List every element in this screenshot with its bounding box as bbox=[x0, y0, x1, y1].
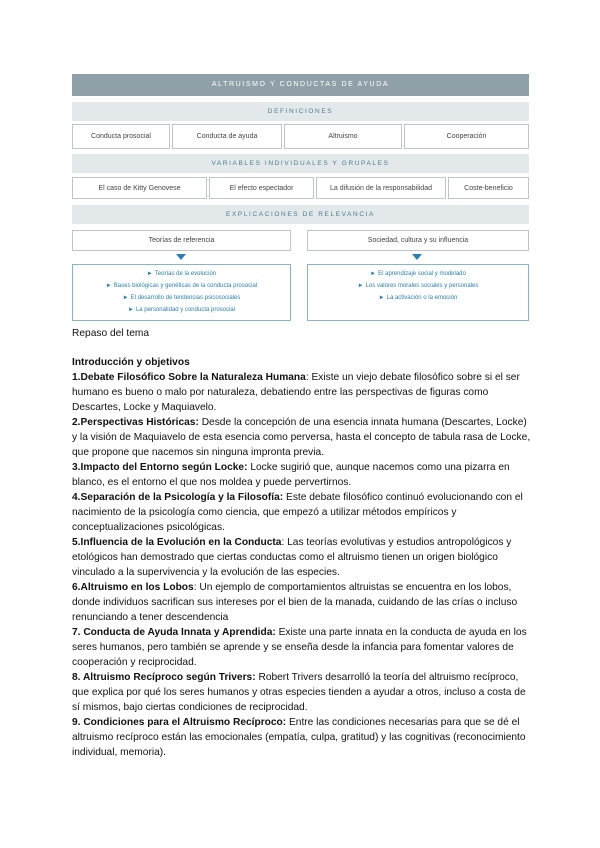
point-paragraph: 6.Altruismo en los Lobos: Un ejemplo de comportamientos altruistas se encuentra en los lobos, donde individuos sacrifican sus intereses por el bien de la manada, cuidando de las crías o incluso renunciando a tener descendencia bbox=[72, 582, 518, 623]
down-arrow-icon bbox=[176, 254, 186, 260]
point-paragraph: 5.Influencia de la Evolución en la Conducta: Las teorías evolutivas y estudios antropológicos y etológicos han demostrado que ciertas conductas como el altruismo tienen un origen biológico vinculado a la supervivencia y la evolución de las especies. bbox=[72, 537, 512, 578]
bullet-icon: ► bbox=[370, 271, 377, 277]
down-arrow-icon bbox=[412, 254, 422, 260]
bullet-icon: ► bbox=[127, 307, 134, 313]
teorias-item: ► Teorías de la evolución bbox=[146, 271, 217, 277]
explicaciones-header: EXPLICACIONES DE RELEVANCIA bbox=[72, 205, 529, 224]
sociedad-item: ► El aprendizaje social y modelado bbox=[370, 271, 466, 277]
section-heading: Introducción y objetivos bbox=[72, 357, 190, 368]
bullet-icon: ► bbox=[122, 295, 129, 301]
teorias-title-box: Teorías de referencia bbox=[72, 230, 291, 251]
sociedad-item: ► Los valores morales sociales y personales bbox=[357, 283, 479, 289]
point-paragraph: 1.Debate Filosófico Sobre la Naturaleza Humana: Existe un viejo debate filosófico sobre si el ser humano es bueno o malo por naturaleza, debatiendo entre las perspectivas de figuras como Descartes, Locke y Maquiavelo. bbox=[72, 372, 520, 413]
sociedad-item: ► La activación o la emoción bbox=[378, 295, 458, 301]
definicion-cell: Conducta de ayuda bbox=[172, 124, 282, 149]
concept-diagram bbox=[72, 74, 529, 321]
point-paragraph: 8. Altruismo Recíproco según Trivers: Robert Trivers desarrolló la teoría del altruismo recíproco, que explica por qué los seres humanos y otras especies tienden a ayudar a otros, incluso a costa de sí mismos, bajo ciertas condiciones de reciprocidad. bbox=[72, 672, 526, 713]
variable-cell: El efecto espectador bbox=[209, 177, 314, 199]
point-paragraph: 7. Conducta de Ayuda Innata y Aprendida: Existe una parte innata en la conducta de ayuda en los seres humanos, pero también se aprende y se enseña desde la infancia para fomentar valores de cooperación y reciprocidad. bbox=[72, 627, 527, 668]
sociedad-list bbox=[307, 264, 529, 321]
document-body bbox=[72, 355, 532, 760]
point-paragraph: 2.Perspectivas Históricas: Desde la concepción de una esencia innata humana (Descartes, Locke) y la visión de Maquiavelo de esta esencia como perversa, hasta el concepto de tabula rasa de Locke, que propone que nacemos sin ninguna impronta previa. bbox=[72, 417, 531, 458]
definiciones-header: DEFINICIONES bbox=[72, 102, 529, 121]
definicion-cell: Altruismo bbox=[284, 124, 402, 149]
bullet-icon: ► bbox=[357, 283, 364, 289]
teorias-list bbox=[72, 264, 291, 321]
point-paragraph: 4.Separación de la Psicología y la Filosofía: Este debate filosófico continuó evolucionando con el nacimiento de la psicología como ciencia, que empezó a utilizar métodos empíricos y conceptualizaciones psicológicas. bbox=[72, 492, 523, 533]
teorias-item: ► El desarrollo de tendencias psicosociales bbox=[122, 295, 241, 301]
diagram-title: ALTRUISMO Y CONDUCTAS DE AYUDA bbox=[72, 74, 529, 96]
bullet-icon: ► bbox=[378, 295, 385, 301]
sociedad-title-box: Sociedad, cultura y su influencia bbox=[307, 230, 529, 251]
teorias-item: ► La personalidad y conducta prosocial bbox=[127, 307, 236, 313]
variable-cell: Coste-beneficio bbox=[448, 177, 529, 199]
point-paragraph: 3.Impacto del Entorno según Locke: Locke sugirió que, aunque nacemos como una pizarra en blanco, es el entorno el que nos moldea y puede pervertirnos. bbox=[72, 462, 510, 488]
teorias-item: ► Bases biológicas y genéticas de la conducta prosocial bbox=[105, 283, 258, 289]
definicion-cell: Conducta prosocial bbox=[72, 124, 170, 149]
definicion-cell: Cooperación bbox=[404, 124, 529, 149]
variable-cell: La difusión de la responsabilidad bbox=[316, 177, 446, 199]
document-caption: Repaso del tema bbox=[72, 328, 150, 339]
variables-header: VARIABLES INDIVIDUALES Y GRUPALES bbox=[72, 154, 529, 173]
bullet-icon: ► bbox=[146, 271, 153, 277]
variable-cell: El caso de Kitty Genovese bbox=[72, 177, 207, 199]
bullet-icon: ► bbox=[105, 283, 112, 289]
point-paragraph: 9. Condiciones para el Altruismo Recíproco: Entre las condiciones necesarias para que se dé el altruismo recíproco están las emocionales (empatía, culpa, gratitud) y las cognitivas (reconocimiento individual, memoria). bbox=[72, 717, 526, 758]
